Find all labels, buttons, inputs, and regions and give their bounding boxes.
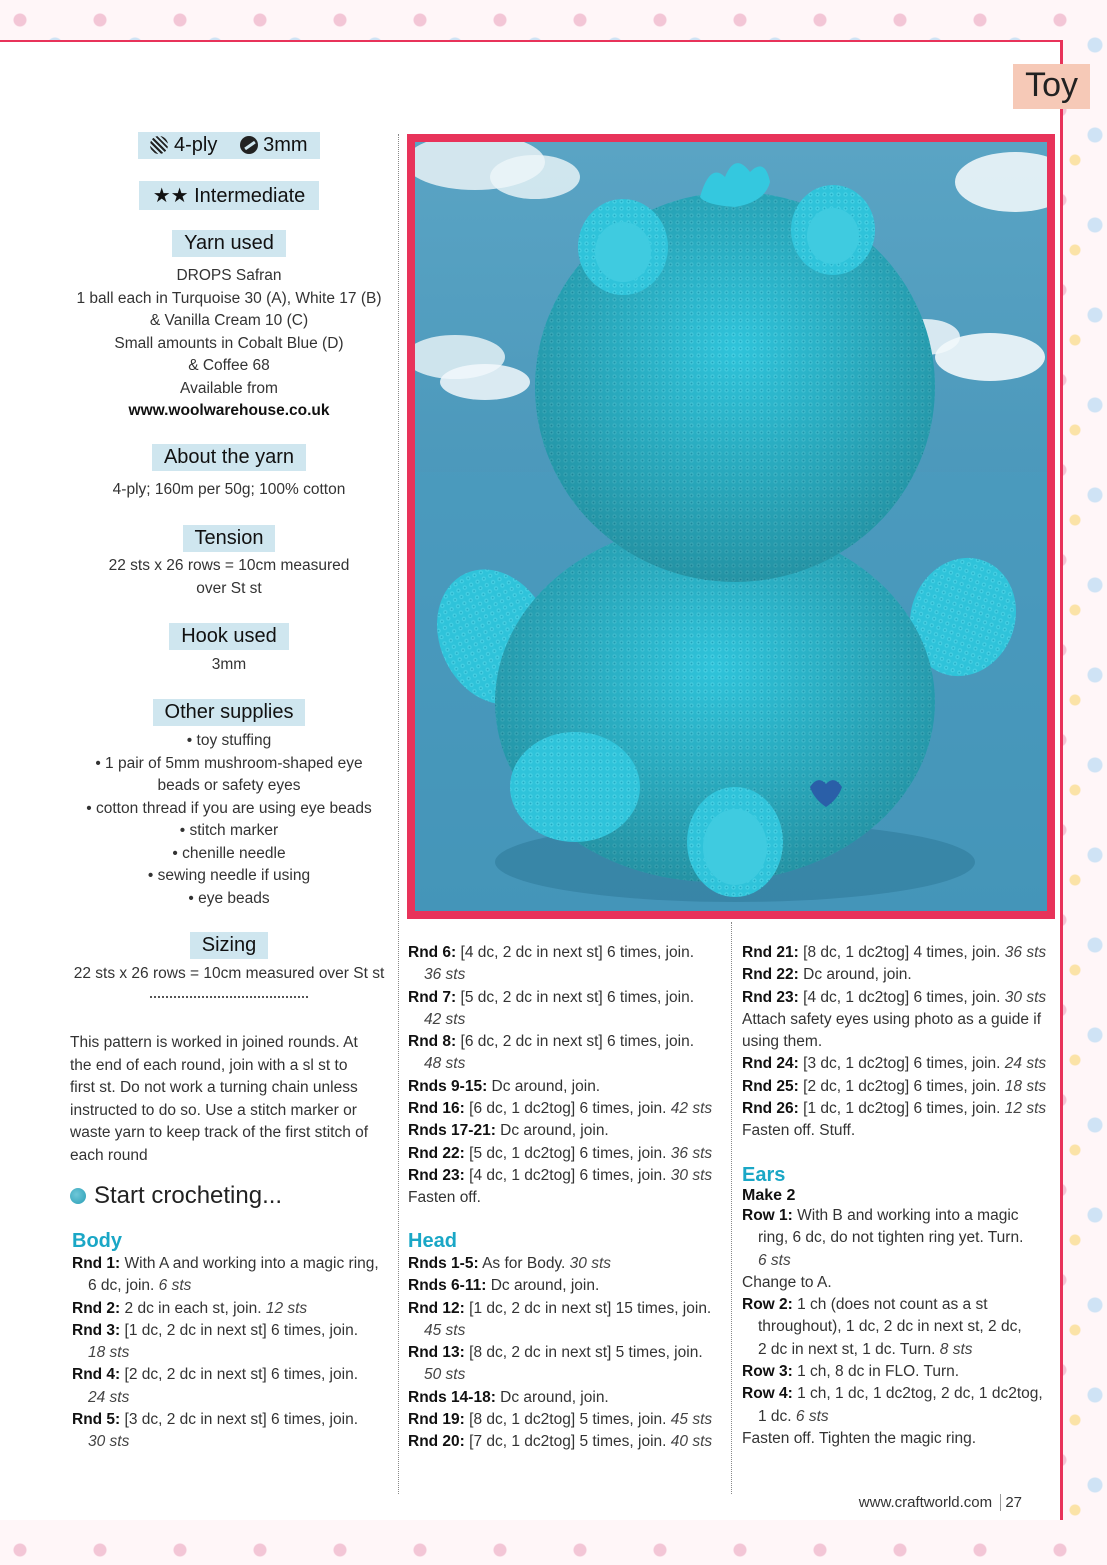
instruction-text: Dc around, join.	[798, 966, 912, 984]
row-label: Rnds 14-18:	[408, 1388, 496, 1406]
instruction-text: 2 dc in each st, join.	[120, 1299, 266, 1317]
yarn-ball-icon	[70, 1188, 86, 1204]
stitch-count: 36 sts	[670, 1144, 713, 1162]
instruction-text: [4 dc, 1 dc2tog] 6 times, join.	[798, 988, 1005, 1006]
stitch-count: 24 sts	[88, 1388, 130, 1406]
row-label: Rnd 22:	[742, 966, 799, 984]
stitch-count: 36 sts	[424, 966, 466, 984]
instruction-row	[742, 1250, 1052, 1272]
instruction-row	[408, 1253, 728, 1275]
row-label: Rnd 8:	[408, 1033, 457, 1051]
tension-heading: Tension	[183, 525, 276, 552]
instruction-text: [1 dc, 1 dc2tog] 6 times, join.	[798, 1100, 1005, 1118]
row-label: Rnd 1:	[72, 1255, 121, 1272]
supply-item: • chenille needle	[172, 844, 286, 862]
head-title: Head	[408, 1230, 457, 1252]
instruction-text: [2 dc, 2 dc in next st] 6 times, join.	[120, 1366, 358, 1384]
footer	[859, 1494, 1022, 1511]
instruction-text: [6 dc, 1 dc2tog] 6 times, join.	[464, 1100, 671, 1118]
instruction-text: [2 dc, 1 dc2tog] 6 times, join.	[798, 1077, 1005, 1095]
supply-item: • stitch marker	[179, 822, 279, 839]
instruction-row	[742, 1053, 1052, 1075]
instruction-text: Dc around, join.	[495, 1388, 609, 1406]
stitch-count: 30 sts	[569, 1255, 612, 1272]
instruction-text: 6 dc, join.	[88, 1277, 159, 1295]
stitch-count: 45 sts	[424, 1321, 466, 1339]
instruction-text: [3 dc, 1 dc2tog] 6 times, join.	[798, 1055, 1005, 1073]
instruction-row	[72, 1387, 390, 1409]
head-rows	[408, 1253, 728, 1454]
stitch-count: 24 sts	[1004, 1055, 1047, 1073]
bear-photo	[415, 142, 1047, 911]
instruction-row	[408, 1387, 728, 1409]
instruction-row	[742, 1361, 1052, 1383]
stitch-count: 30 sts	[670, 1166, 713, 1184]
row-label: Rnd 12:	[408, 1299, 465, 1317]
stitch-count: 48 sts	[424, 1055, 466, 1073]
intro-line: first st. Do not work a turning chain unless	[70, 1079, 358, 1096]
stitch-count: 12 sts	[265, 1299, 308, 1317]
head-continued	[742, 942, 1052, 1143]
instruction-row	[742, 964, 1052, 986]
instruction-row	[408, 1364, 728, 1386]
stitch-count: 42 sts	[670, 1100, 713, 1118]
row-label: Rnd 13:	[408, 1344, 465, 1362]
row-label: Rnd 22:	[408, 1144, 465, 1162]
instruction-text: [8 dc, 1 dc2tog] 4 times, join.	[798, 944, 1005, 961]
instruction-text: [3 dc, 2 dc in next st] 6 times, join.	[120, 1411, 358, 1429]
stitch-count: 45 sts	[670, 1411, 713, 1429]
instruction-row	[408, 987, 728, 1009]
row-label: Rnd 7:	[408, 988, 457, 1006]
supplier-link[interactable]: www.woolwarehouse.co.uk	[128, 402, 330, 419]
instruction-row	[408, 1120, 728, 1142]
row-label: Rnd 6:	[408, 944, 457, 961]
instruction-text: [4 dc, 1 dc2tog] 6 times, join.	[464, 1166, 671, 1184]
hook-size: 3mm	[263, 134, 308, 156]
instruction-row	[742, 1406, 1052, 1428]
instruction-row: Change to A.	[742, 1273, 832, 1291]
section-badge: Toy	[1013, 64, 1090, 109]
instruction-text: With B and working into a magic	[792, 1207, 1019, 1224]
instruction-row	[72, 1342, 390, 1364]
instruction-row	[742, 1316, 1052, 1338]
yarn-line: 1 ball each in Turquoise 30 (A), White 17 (B)	[76, 289, 382, 307]
yarn-line: Small amounts in Cobalt Blue (D)	[114, 334, 344, 352]
start-heading-text: Start crocheting...	[94, 1182, 283, 1209]
row-label: Row 4:	[742, 1385, 793, 1403]
stitch-count: 36 sts	[1004, 944, 1047, 961]
sizing-heading: Sizing	[190, 932, 268, 959]
level-pill: ★★ Intermediate	[139, 181, 320, 210]
other-supplies-heading: Other supplies	[153, 699, 306, 726]
row-label: Rnds 9-15:	[408, 1077, 488, 1095]
stitch-count: 6 sts	[758, 1251, 791, 1269]
instruction-row	[742, 987, 1052, 1009]
instruction-row	[72, 1364, 390, 1386]
instruction-text: Dc around, join.	[495, 1122, 609, 1140]
photo-frame	[407, 134, 1055, 919]
row-label: Rnds 6-11:	[408, 1277, 487, 1295]
supply-item: • 1 pair of 5mm mushroom-shaped eye	[95, 754, 363, 772]
instruction-text: 1 ch (does not count as a st	[792, 1296, 988, 1314]
instruction-text: [4 dc, 2 dc in next st] 6 times, join.	[456, 944, 694, 961]
instruction-text: Dc around, join.	[486, 1277, 600, 1295]
supply-item: • eye beads	[188, 889, 270, 907]
tension-text	[70, 555, 388, 600]
body-title: Body	[72, 1230, 122, 1252]
instruction-row	[408, 1275, 728, 1297]
intro-text	[70, 1032, 388, 1167]
row-label: Rnd 24:	[742, 1055, 799, 1073]
ears-make: Make 2	[742, 1187, 796, 1204]
stitch-count: 42 sts	[424, 1010, 466, 1028]
row-label: Rnd 5:	[72, 1411, 121, 1429]
bear-illustration	[415, 142, 1047, 911]
supplies-list	[70, 730, 388, 910]
instruction-row	[742, 1383, 1052, 1405]
row-label: Rnds 17-21:	[408, 1122, 496, 1140]
about-yarn-heading: About the yarn	[152, 444, 306, 471]
stitch-count: 40 sts	[670, 1433, 713, 1451]
tension-line: 22 sts x 26 rows = 10cm measured	[108, 557, 350, 574]
row-label: Row 3:	[742, 1363, 793, 1381]
supply-item: • cotton thread if you are using eye beads	[86, 799, 372, 817]
instruction-row	[72, 1275, 390, 1297]
instruction-row	[72, 1320, 390, 1342]
yarn-used-heading: Yarn used	[172, 230, 286, 257]
intro-line: waste yarn to keep track of the first stitch of	[70, 1124, 369, 1141]
stitch-count: 30 sts	[1004, 988, 1047, 1006]
instruction-row	[408, 1076, 728, 1098]
ears-section	[742, 1164, 1052, 1450]
start-heading	[70, 1182, 282, 1210]
supply-item: beads or safety eyes	[157, 777, 301, 794]
instruction-row	[742, 1076, 1052, 1098]
row-label: Rnds 1-5:	[408, 1255, 479, 1272]
stitch-count: 12 sts	[1004, 1100, 1047, 1118]
instruction-row	[742, 1227, 1052, 1249]
instruction-row	[408, 1431, 728, 1453]
instruction-text: 1 dc.	[758, 1407, 796, 1425]
instruction-row	[408, 1320, 728, 1342]
hook-icon	[240, 136, 258, 154]
instruction-text: [7 dc, 1 dc2tog] 5 times, join.	[464, 1433, 671, 1451]
intro-line: This pattern is worked in joined rounds. At	[70, 1034, 358, 1051]
instruction-row	[408, 1165, 728, 1187]
instruction-text: [1 dc, 2 dc in next st] 15 times, join.	[464, 1299, 712, 1317]
row-label: Row 2:	[742, 1296, 793, 1314]
stitch-count: 50 sts	[424, 1366, 466, 1384]
instruction-row	[72, 1409, 390, 1431]
body-continued	[408, 942, 728, 1210]
stitch-count: 18 sts	[1004, 1077, 1047, 1095]
instruction-row	[72, 1253, 390, 1275]
stitch-count: 8 sts	[939, 1340, 973, 1358]
row-label: Rnd 23:	[408, 1166, 465, 1184]
stitch-count: 6 sts	[795, 1407, 829, 1425]
row-label: Rnd 25:	[742, 1077, 799, 1095]
yarn-used-text	[70, 265, 388, 423]
instruction-row: Fasten off. Tighten the magic ring.	[742, 1429, 977, 1447]
intro-line: the end of each round, join with a sl st to	[70, 1056, 348, 1074]
body-rows	[72, 1253, 390, 1454]
stitch-count: 30 sts	[88, 1433, 130, 1451]
instruction-text: Dc around, join.	[487, 1077, 601, 1095]
row-label: Rnd 21:	[742, 944, 799, 961]
row-label: Rnd 4:	[72, 1366, 121, 1384]
instruction-text: 1 ch, 1 dc, 1 dc2tog, 2 dc, 1 dc2tog,	[792, 1385, 1043, 1403]
intro-line: instructed to do so. Use a stitch marker or	[70, 1101, 357, 1119]
yarn-line: & Vanilla Cream 10 (C)	[149, 312, 309, 329]
instruction-text: [6 dc, 2 dc in next st] 6 times, join.	[456, 1033, 694, 1051]
row-label: Rnd 16:	[408, 1100, 465, 1118]
instruction-row	[72, 1298, 390, 1320]
hook-used-text: 3mm	[211, 656, 247, 673]
instruction-row	[408, 964, 728, 986]
instruction-row	[408, 1053, 728, 1075]
instruction-text: ring, 6 dc, do not tighten ring yet. Turn.	[758, 1229, 1024, 1247]
row-label: Rnd 2:	[72, 1299, 121, 1317]
instruction-text: [5 dc, 2 dc in next st] 6 times, join.	[456, 988, 694, 1006]
ears-title: Ears	[742, 1164, 786, 1186]
instruction-row: Fasten off. Stuff.	[742, 1122, 856, 1140]
row-label: Rnd 23:	[742, 988, 799, 1006]
column-rule	[731, 922, 733, 1494]
yarn-weight: 4-ply	[173, 134, 218, 156]
instruction-text: With A and working into a magic ring,	[120, 1255, 379, 1272]
instruction-row	[72, 1431, 390, 1453]
yarn-line: & Coffee 68	[188, 357, 270, 374]
instruction-text: 1 ch, 8 dc in FLO. Turn.	[792, 1363, 960, 1381]
row-label: Rnd 20:	[408, 1433, 465, 1451]
intro-line: each round	[70, 1146, 148, 1164]
page	[0, 40, 1078, 1520]
instruction-row	[408, 1031, 728, 1053]
sizing-text: 22 sts x 26 rows = 10cm measured over St st	[73, 965, 385, 982]
about-yarn-text: 4-ply; 160m per 50g; 100% cotton	[112, 481, 346, 498]
spec-pill	[138, 132, 319, 159]
tension-line: over St st	[196, 579, 262, 597]
column-rule	[398, 134, 400, 1494]
instruction-row	[408, 1409, 728, 1431]
instruction-row: using them.	[742, 1033, 823, 1051]
page-number: 27	[1005, 1494, 1022, 1511]
row-label: Rnd 19:	[408, 1411, 465, 1429]
footer-url[interactable]: www.craftworld.com	[858, 1494, 993, 1511]
supply-item: • toy stuffing	[186, 732, 272, 749]
row-label: Rnd 3:	[72, 1321, 121, 1339]
body-section	[72, 1230, 390, 1454]
instruction-text: As for Body.	[478, 1255, 570, 1272]
stitch-count: 6 sts	[158, 1277, 192, 1295]
yarn-line: DROPS Safran	[176, 267, 282, 284]
instruction-row	[408, 1098, 728, 1120]
instruction-row	[742, 942, 1052, 964]
instruction-row	[408, 1009, 728, 1031]
instruction-row	[742, 1294, 1052, 1316]
yarn-line: Available from	[180, 379, 278, 397]
instruction-row	[408, 1298, 728, 1320]
divider	[150, 996, 308, 998]
head-section	[408, 1230, 728, 1454]
stitch-count: 18 sts	[88, 1344, 130, 1362]
instruction-text: [8 dc, 1 dc2tog] 5 times, join.	[464, 1411, 671, 1429]
instruction-row	[408, 1342, 728, 1364]
instruction-row	[742, 1205, 1052, 1227]
yarn-ball-icon	[150, 136, 168, 154]
ears-rows	[742, 1205, 1052, 1450]
instruction-text: [1 dc, 2 dc in next st] 6 times, join.	[120, 1321, 358, 1339]
instruction-row	[742, 1098, 1052, 1120]
instruction-text: 2 dc in next st, 1 dc. Turn.	[758, 1340, 940, 1358]
instruction-text: [5 dc, 1 dc2tog] 6 times, join.	[464, 1144, 671, 1162]
instruction-row	[408, 1143, 728, 1165]
instruction-row	[408, 942, 728, 964]
row-label: Row 1:	[742, 1207, 793, 1224]
instruction-row	[742, 1339, 1052, 1361]
instruction-row: Fasten off.	[408, 1189, 481, 1207]
hook-used-heading: Hook used	[169, 623, 289, 650]
supply-item: • sewing needle if using	[147, 867, 311, 884]
row-label: Rnd 26:	[742, 1100, 799, 1118]
instruction-row: Attach safety eyes using photo as a guide if	[742, 1010, 1041, 1028]
instruction-text: throughout), 1 dc, 2 dc in next st, 2 dc,	[758, 1318, 1022, 1336]
instruction-text: [8 dc, 2 dc in next st] 5 times, join.	[464, 1344, 703, 1362]
